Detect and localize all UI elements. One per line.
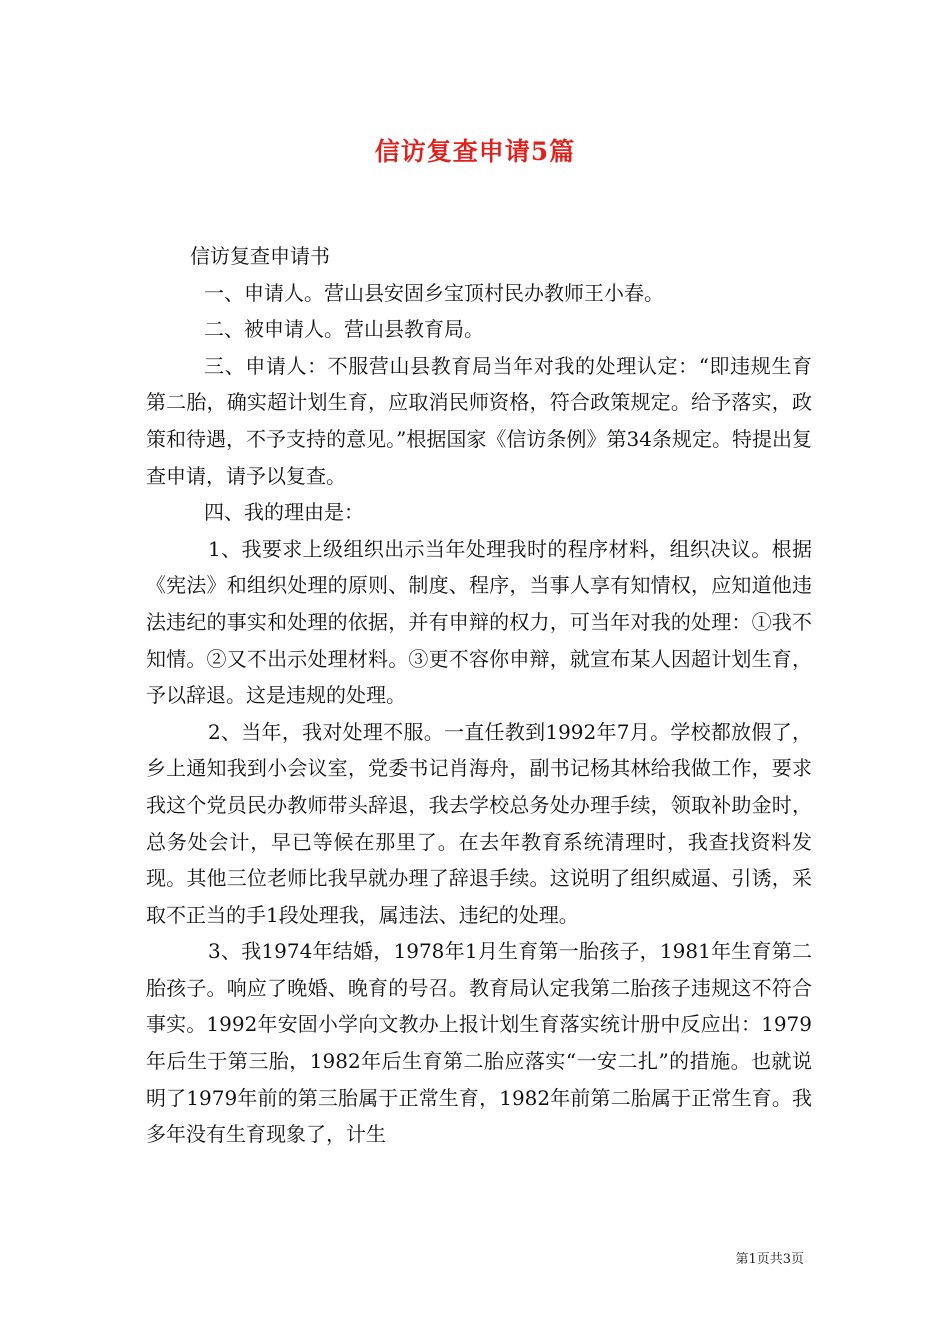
paragraph-reason-2: 2、当年，我对处理不服。一直任教到1992年7月。学校都放假了，乡上通知我到小会议室，党委书记肖海舟，副书记杨其林给我做工作，要求我这个党员民办教师带头辞退，我去学校总务处办理手续，领取补助金时，总务处会计，早已等候在那里了。在去年教育系统清理时，我查找资料发现。其他三位老师比我早就办理了辞退手续。这说明了组织威逼、引诱，采取不正当的手1段处理我，属违法、违纪的处理。 [146, 719, 812, 927]
document-body [146, 238, 812, 1153]
document-title: 信访复查申请5篇 [374, 137, 576, 166]
paragraph-reason-3: 3、我1974年结婚，1978年1月生育第一胎孩子，1981年生育第二胎孩子。响应了晚婚、晚育的号召。教育局认定我第二胎孩子违规这不符合事实。1992年安固小学向文教办上报计划生育落实统计册中反应出：1979年后生于第三胎，1982年后生育第二胎应落实“一安二扎”的措施。也就说明了1979年前的第三胎属于正常生育，1982年前第二胎属于正常生育。我多年没有生育现象了，计生 [146, 939, 812, 1147]
paragraph-applicant: 一、申请人。营山县安固乡宝顶村民办教师王小春。 [204, 280, 664, 305]
paragraph-request: 三、申请人：不服营山县教育局当年对我的处理认定：“即违规生育第二胎，确实超计划生育，应取消民师资格，符合政策规定。给予落实，政策和待遇，不予支持的意见。”根据国家《信访条例》第34条规定。特提出复查申请，请予以复查。 [146, 353, 812, 488]
paragraph-reason-1: 1、我要求上级组织出示当年处理我时的程序材料，组织决议。根据《宪法》和组织处理的原则、制度、程序，当事人享有知情权，应知道他违法违纪的事实和处理的依据，并有申辩的权力，可当年对我的处理：①我不知情。②又不出示处理材料。③更不容你申辩，就宣布某人因超计划生育，予以辞退。这是违规的处理。 [146, 536, 812, 708]
paragraph-reasons-heading: 四、我的理由是： [204, 500, 364, 525]
page-number: 第1页共3页 [735, 1252, 804, 1267]
paragraph-heading: 信访复查申请书 [190, 244, 330, 268]
paragraph-respondent: 二、被申请人。营山县教育局。 [204, 317, 484, 342]
